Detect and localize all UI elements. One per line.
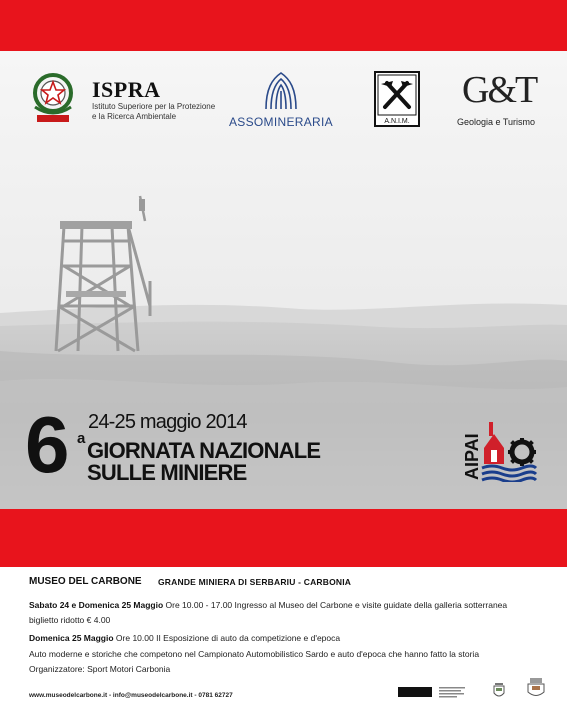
municipal-crest-icon: [492, 682, 506, 700]
edition-number: 6: [25, 400, 66, 489]
anim-name: A.N.I.M.: [384, 118, 410, 125]
schedule-line-sunday: [29, 633, 340, 643]
venue-subtitle: GRANDE MINIERA DI SERBARIU - CARBONIA: [158, 577, 352, 587]
schedule-line-saturday-sunday: [29, 600, 507, 610]
anim-logo-icon: [374, 71, 420, 127]
middle-red-band: [0, 509, 567, 567]
sunday-label: Domenica 25 Maggio: [29, 633, 114, 643]
ispra-subtitle: [92, 102, 227, 121]
top-red-band: [0, 0, 567, 51]
organizer: Organizzatore: Sport Motori Carbonia: [29, 664, 171, 674]
sponsor-logo-black: [398, 687, 432, 697]
sunday-details: Ore 10.00 II Esposizione di auto da competizione e d'epoca: [113, 633, 341, 643]
sponsor-logo-text-block: [439, 686, 467, 699]
gt-subtitle: Geologia e Turismo: [457, 117, 536, 127]
ispra-subtitle-line1: Istituto Superiore per la Protezione: [92, 102, 216, 111]
event-dates: 24-25 maggio 2014: [88, 411, 247, 433]
venue-name: MUSEO DEL CARBONE: [29, 576, 142, 587]
contact-footer: www.museodelcarbone.it - info@museodelcarbone.it - 0781 62727: [29, 692, 233, 699]
aipai-logo-icon: [462, 412, 538, 482]
assomineraria-mark-icon: [262, 71, 300, 111]
gt-logo-mark: G&T: [462, 69, 537, 111]
italian-republic-emblem-icon: [27, 69, 79, 127]
event-title-line1: GIORNATA NAZIONALE: [87, 438, 321, 463]
municipal-tower-crest-icon: [526, 676, 546, 700]
ispra-name: ISPRA: [92, 77, 161, 102]
ticket-price: biglietto ridotto € 4.00: [29, 615, 111, 625]
schedule-days-label: Sabato 24 e Domenica 25 Maggio: [29, 600, 164, 610]
event-title-line2: SULLE MINIERE: [87, 460, 247, 485]
cars-description: Auto moderne e storiche che competono nel Campionato Automobilistico Sardo e auto d'epoca che hanno fatto la storia: [29, 649, 480, 659]
aipai-name: AIPAI: [462, 433, 482, 480]
ispra-subtitle-line2: e la Ricerca Ambientale: [92, 111, 177, 121]
edition-suffix: a: [77, 430, 86, 447]
assomineraria-name: ASSOMINERARIA: [229, 115, 333, 129]
schedule-details: Ore 10.00 - 17.00 Ingresso al Museo del Carbone e visite guidate della galleria sotterranea: [163, 600, 508, 610]
